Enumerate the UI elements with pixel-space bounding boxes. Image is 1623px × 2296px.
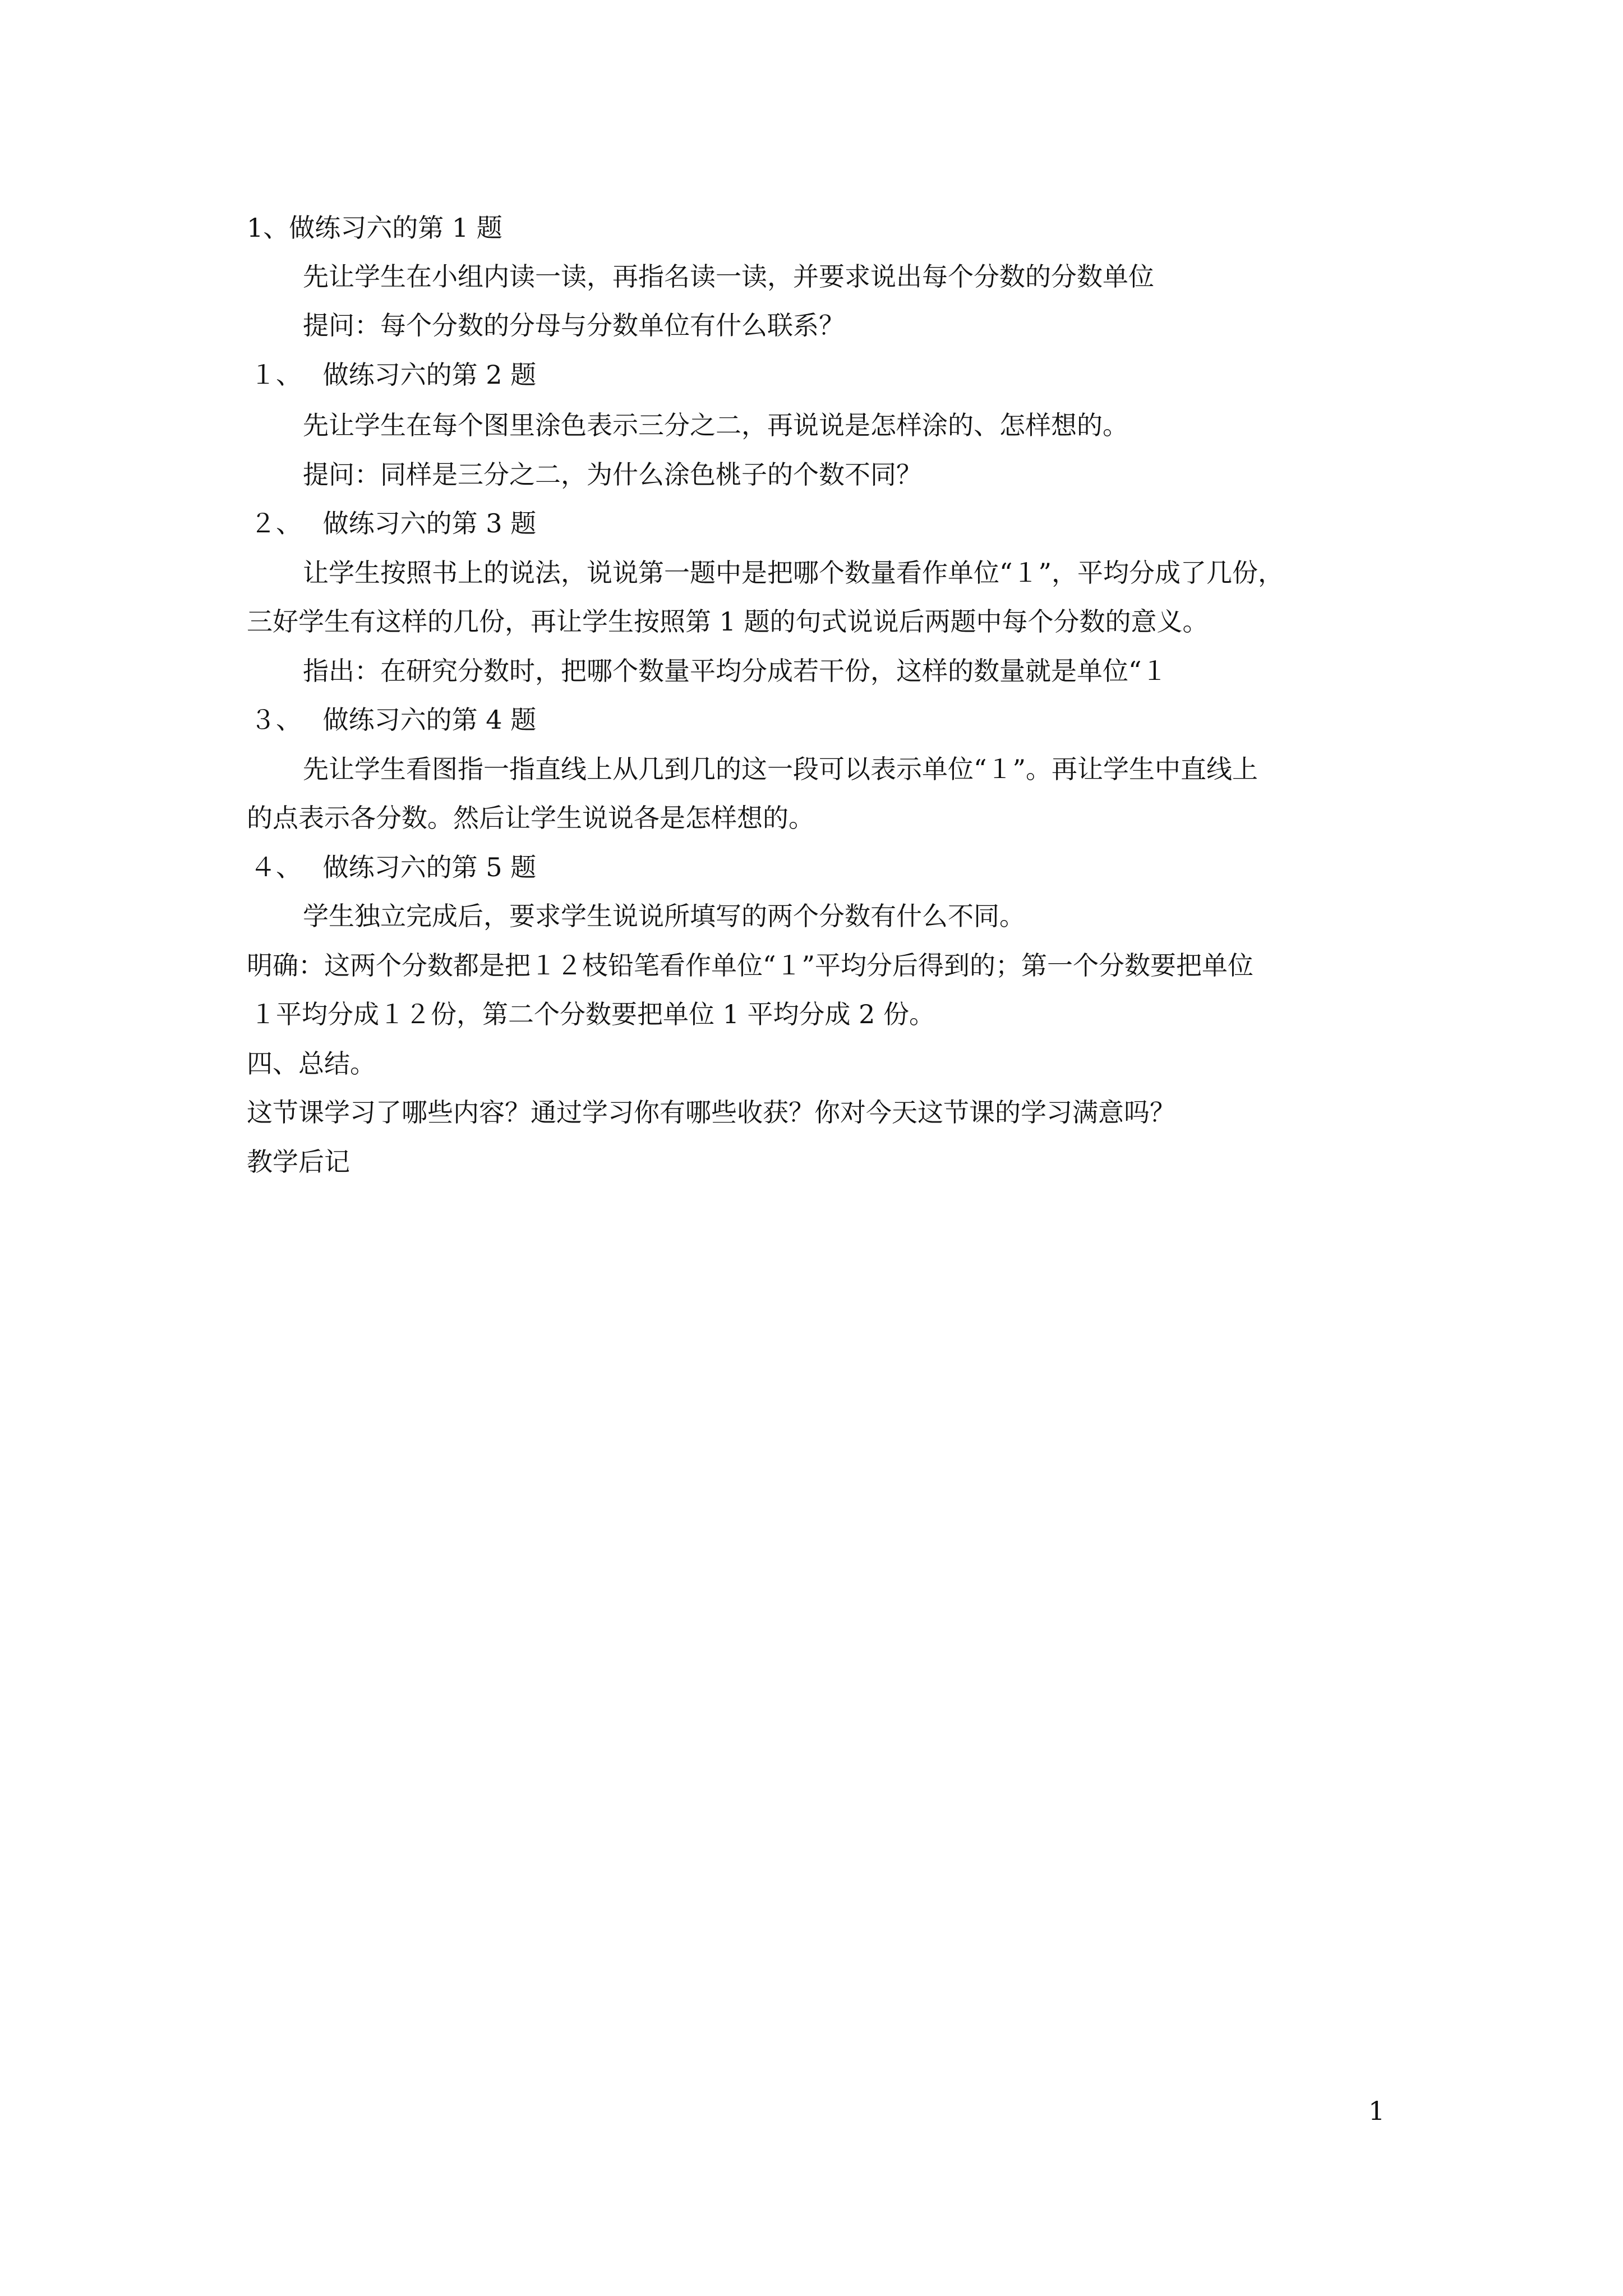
- page-number: 1: [1368, 2096, 1385, 2126]
- teaching-notes-heading: 教学后记: [247, 1147, 350, 1177]
- heading-exercise-1: 1、做练习六的第 1 题: [247, 213, 502, 243]
- section-heading-summary: 四、总结。: [247, 1048, 376, 1079]
- heading-exercise-4: ３、 做练习六的第 4 题: [250, 705, 537, 735]
- heading-exercise-2: １、 做练习六的第 2 题: [250, 360, 537, 390]
- paragraph-line: 学生独立完成后，要求学生说说所填写的两个分数有什么不同。: [303, 901, 1025, 931]
- paragraph-line: 先让学生在每个图里涂色表示三分之二，再说说是怎样涂的、怎样想的。: [303, 410, 1128, 440]
- heading-exercise-5: ４、 做练习六的第 5 题: [250, 852, 537, 882]
- paragraph-line: 这节课学习了哪些内容？通过学习你有哪些收获？你对今天这节课的学习满意吗？: [247, 1097, 1175, 1128]
- paragraph-line: 先让学生看图指一指直线上从几到几的这一段可以表示单位“１”。再让学生中直线上: [303, 754, 1258, 784]
- paragraph-line: 指出：在研究分数时，把哪个数量平均分成若干份，这样的数量就是单位“１: [303, 656, 1168, 686]
- paragraph-line: 提问：每个分数的分母与分数单位有什么联系？: [303, 310, 845, 341]
- paragraph-line: 三好学生有这样的几份，再让学生按照第 1 题的句式说说后两题中每个分数的意义。: [247, 606, 1209, 637]
- paragraph-line: 先让学生在小组内读一读，再指名读一读，并要求说出每个分数的分数单位: [303, 261, 1154, 292]
- paragraph-line: １平均分成１２份，第二个分数要把单位 1 平均分成 2 份。: [250, 999, 935, 1029]
- paragraph-line: 让学生按照书上的说法，说说第一题中是把哪个数量看作单位“１”，平均分成了几份，: [303, 558, 1284, 588]
- paragraph-line: 的点表示各分数。然后让学生说说各是怎样想的。: [247, 803, 814, 833]
- paragraph-line: 提问：同样是三分之二，为什么涂色桃子的个数不同？: [303, 459, 922, 490]
- heading-exercise-3: ２、 做练习六的第 3 题: [250, 508, 537, 539]
- paragraph-line: 明确：这两个分数都是把１２枝铅笔看作单位“１”平均分后得到的；第一个分数要把单位: [247, 950, 1254, 981]
